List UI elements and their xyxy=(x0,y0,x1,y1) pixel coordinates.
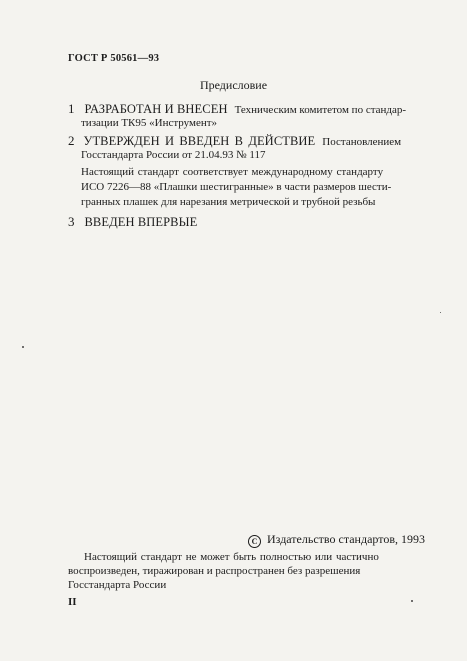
item-1-number: 1 xyxy=(68,101,75,116)
item-1-line-1 xyxy=(68,100,406,118)
scan-speck xyxy=(22,346,24,348)
item-3-line xyxy=(68,213,197,231)
item-2-caps: УТВЕРЖДЕН И ВВЕДЕН В ДЕЙСТВИЕ xyxy=(83,134,316,148)
item-2-line-1 xyxy=(68,132,401,150)
footer-line-1: Настоящий стандарт не может быть полностью или частично xyxy=(84,551,379,563)
item-2-number: 2 xyxy=(68,133,75,148)
copyright-line xyxy=(248,532,425,548)
copyright-icon: C xyxy=(248,535,261,548)
copyright-text: Издательство стандартов, 1993 xyxy=(267,532,425,546)
item-1-text: Техническим комитетом по стандар- xyxy=(234,104,407,116)
note-line-1: Настоящий стандарт соответствует международному стандарту xyxy=(81,166,384,178)
item-3-number: 3 xyxy=(68,214,75,229)
item-1-line-2: тизации ТК95 «Инструмент» xyxy=(81,117,218,129)
note-line-2: ИСО 7226—88 «Плашки шестигранные» в части размеров шести- xyxy=(81,181,392,193)
scan-speck xyxy=(411,600,413,602)
item-2-line-2: Госстандарта России от 21.04.93 № 117 xyxy=(81,149,266,161)
footer-line-3: Госстандарта России xyxy=(68,579,167,591)
scan-speck xyxy=(440,312,441,313)
item-2-text: Постановлением xyxy=(322,136,402,148)
page-number: II xyxy=(68,596,77,608)
item-1-caps: РАЗРАБОТАН И ВНЕСЕН xyxy=(84,102,228,116)
item-3-caps: ВВЕДЕН ВПЕРВЫЕ xyxy=(84,215,198,229)
note-line-3: гранных плашек для нарезания метрической и трубной резьбы xyxy=(81,196,376,208)
standard-code: ГОСТ Р 50561—93 xyxy=(68,53,160,64)
footer-line-2: воспроизведен, тиражирован и распространен без разрешения xyxy=(68,565,361,577)
page-title: Предисловие xyxy=(199,78,268,92)
